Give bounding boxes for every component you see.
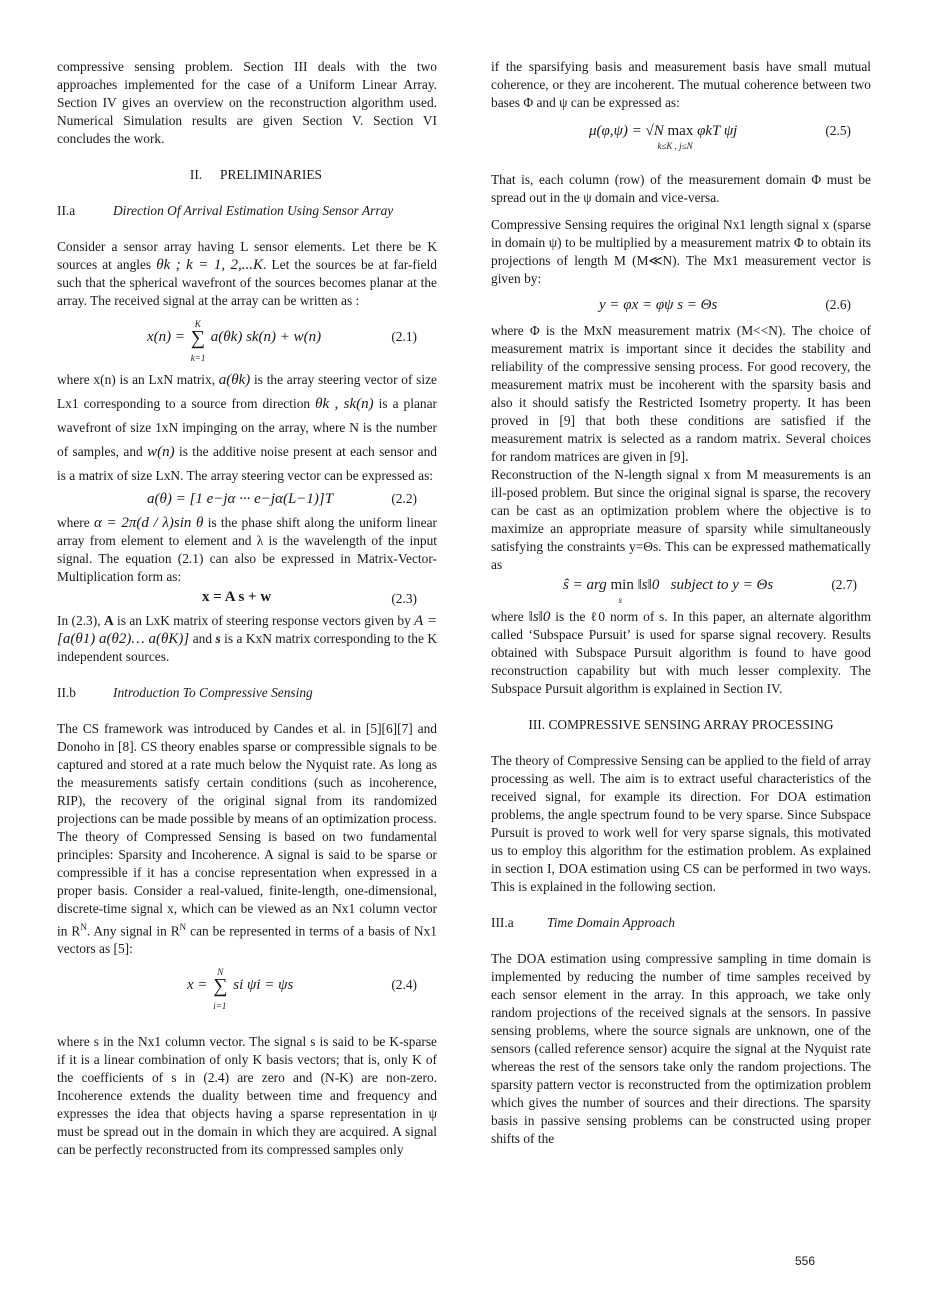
text: where — [57, 515, 90, 530]
equation-number: (2.6) — [825, 297, 851, 312]
eq-lhs: ŝ = arg — [563, 577, 607, 593]
paragraph-where-phi: where Φ is the MxN measurement matrix (M<<N). The choice of measurement matrix is important since it decides the stability and reliability of the compressive sensing process. For good recovery, the measurement matrix must be incoherent with the sparsity basis and also it should satisfy the Restricted Isometry property. It has been proved in [9] that both these conditions are satisfied if the measurement matrix is selected as a random matrix. Several choices for random matrices are given in [9]. — [491, 323, 871, 464]
superscript: N — [179, 922, 187, 932]
paragraph-alpha — [57, 514, 437, 586]
inline-math: α = 2π(d / λ)sin θ — [94, 515, 204, 531]
op-lower: s — [618, 595, 623, 605]
text: can be represented in terms of a basis of Nx1 vectors as [5]: — [57, 923, 437, 957]
max-operator — [657, 122, 694, 151]
paragraph-incoherent: if the sparsifying basis and measurement basis have small mutual coherence, or they are incoherent. The mutual coherence between two bases Φ and ψ can be expressed as: — [491, 59, 871, 110]
subsection-heading-cs — [57, 684, 437, 702]
eq-rhs: a(θk) sk(n) + w(n) — [210, 329, 322, 345]
section-heading-cs-array: III. COMPRESSIVE SENSING ARRAY PROCESSING — [528, 717, 834, 732]
equation-number: (2.7) — [831, 577, 857, 592]
bold-symbol: s — [215, 631, 221, 646]
paragraph-where-steering — [57, 368, 437, 488]
inline-math: θk , sk(n) — [315, 396, 374, 412]
paragraph-in-2-3 — [57, 612, 437, 666]
op: max — [667, 123, 694, 139]
text: is a KxN matrix corresponding to the K independent sources. — [57, 631, 438, 664]
eq-lhs: x = — [187, 977, 208, 994]
equation-number: (2.3) — [391, 591, 417, 606]
equation-number: (2.2) — [391, 491, 417, 506]
equation-2-4 — [57, 960, 437, 1022]
text: is an LxK matrix of steering response vectors given by — [117, 613, 411, 628]
text: is the phase shift along the uniform linear array from element to element and λ is the wavelength of the input signal. The equation (2.1) can also be expressed in Matrix-Vector-Multiplication form as: — [57, 515, 437, 584]
paragraph-cs-theory — [57, 828, 437, 958]
right-column — [491, 58, 871, 1148]
bold-symbol: A — [103, 613, 114, 628]
paragraph-doa-time: The DOA estimation using compressive sampling in time domain is implemented by reducing the number of time samples received by each sensor element in the array. In this approach, we take only random projections of the received signals at the sensors. In passive sensing problems, where the source signals are unknown, one of the sensors (called reference sensor) acquire the signal at the Nyquist rate whereas the rest of the sensors take only the random projections. The sparsity pattern vector is reconstructed from the optimization problem which gives the number of sources and their directions. The sparsity basis in passive sensing problems can be constructed using proper shifts of the — [491, 951, 871, 1146]
subsection-heading-doa — [57, 202, 437, 220]
eq-body: x = A s + w — [202, 589, 272, 605]
subsection-title: Time Domain Approach — [547, 915, 675, 930]
text: is the ℓ0 norm of s. In this paper, an alternate algorithm called ‘Subspace Pursuit’ is used for sparse signal recovery. Results obtained with Subspace Pursuit algorithm is found to have good reconstruction capability but with much lesser complexity. The Subspace Pursuit algorithm is explained in Section IV. — [491, 609, 871, 696]
superscript: N — [80, 922, 87, 932]
eq-norm: ‖s‖0 — [637, 577, 660, 593]
intro-tail-paragraph: compressive sensing problem. Section III deals with the two approaches implemented for the case of a Uniform Linear Array. Section IV gives an overview on the reconstruction algorithm used. Numerical Simulation results are given Section V. Section VI concludes the work. — [57, 59, 437, 146]
subsection-number: II.a — [57, 203, 76, 218]
text: The theory of Compressed Sensing is based on two fundamental principles: Sparsity and Incoherence. A signal is said to be sparse or compressible if it has a concise representation when expressed in a proper basis. Consider a real-valued, finite-length, one-dimensional, discrete-time signal x, which can be viewed as an Nx1 column vector in R — [57, 829, 437, 939]
paragraph-reconstruction: Reconstruction of the N-length signal x from M measurements is an ill-posed problem. But since the original signal is sparse, the recovery can be cast as an optimization problem where the objective is to maximize an appropriate measure of sparsity while simultaneously satisfying the constraints y=Θs. This can be expressed mathematically as — [491, 467, 871, 572]
eq-body: y = φx = φψ s = Θs — [599, 297, 718, 313]
equation-2-1 — [57, 312, 437, 366]
text: is the array steering vector of size Lx1 corresponding to a source from direction — [57, 372, 437, 411]
subsection-number: III.a — [491, 915, 514, 930]
text: In (2.3), — [57, 613, 101, 628]
subsection-heading-time-domain — [491, 914, 871, 932]
inline-math: A = [a(θ1) a(θ2)… a(θK)] — [57, 613, 437, 647]
paragraph-cs-requires: Compressive Sensing requires the original Nx1 length signal x (sparse in domain ψ) to be multiplied by a measurement matrix Φ to obtain its projections of length M (M≪N). The Mx1 measurement vector is given by: — [491, 217, 871, 286]
subsection-number: II.b — [57, 685, 76, 700]
text: is the additive noise present at each sensor and is a matrix of size LxN. The array steering vector can be expressed as: — [57, 444, 437, 483]
eq-condition: subject to y = Θs — [670, 577, 774, 593]
page-number: 556 — [795, 1254, 816, 1268]
equation-number: (2.1) — [391, 329, 417, 344]
op-lower: k≤K , j≤N — [657, 141, 693, 151]
inline-math: ‖s‖0 — [528, 609, 551, 625]
equation-2-5 — [491, 114, 871, 160]
sum-lower: k=1 — [190, 353, 206, 363]
paragraph-consider — [57, 238, 437, 310]
text: where x(n) is an LxN matrix, — [57, 372, 216, 387]
subsection-title: Introduction To Compressive Sensing — [113, 685, 313, 700]
text: where — [491, 609, 524, 624]
paragraph-that-is: That is, each column (row) of the measurement domain Φ must be spread out in the ψ domain and vice-versa. — [491, 172, 871, 205]
equation-number: (2.4) — [391, 977, 417, 993]
eq-lhs: μ(φ,ψ) = √N — [589, 123, 664, 139]
equation-2-2 — [57, 490, 437, 512]
subsection-title: Direction Of Arrival Estimation Using Sensor Array — [113, 203, 394, 218]
eq-lhs: x(n) = — [147, 329, 186, 345]
equation-2-7 — [491, 576, 871, 606]
left-column — [57, 58, 437, 1159]
sum-symbol: ∑ N i=1 — [213, 977, 227, 995]
sum-upper: N — [217, 967, 224, 978]
min-operator — [610, 576, 634, 605]
inline-math: w(n) — [147, 444, 175, 460]
eq-body: a(θ) = [1 e−jα ··· e−jα(L−1)]T — [147, 491, 334, 507]
section-number: II. — [189, 167, 203, 182]
paragraph-l0-norm — [491, 608, 871, 698]
text: is a planar wavefront of size 1xN impinging on the array, where N is the number of samples, and — [57, 396, 437, 459]
section-title: PRELIMINARIES — [220, 167, 322, 182]
text: . Any signal in R — [86, 923, 180, 939]
equation-2-3 — [57, 588, 437, 610]
sum-symbol: ∑ K k=1 — [191, 329, 205, 347]
text: . Let the sources be at far-field such that the spherical wavefront of the sources becomes planar at the array. The received signal at the array can be written as : — [57, 257, 437, 308]
paragraph-k-sparse: where s in the Nx1 column vector. The signal s is said to be K-sparse if it is a linear combination of only K basis vectors; that is, only K of the coefficients of s in (2.4) are zero and (N-K) are non-zero. Incoherence extends the duality between time and frequency and expresses the idea that objects having a sparse representation in ψ must be spread out in the domain in which they are acquired. A signal can be perfectly reconstructed from its compressed samples only — [57, 1034, 437, 1158]
eq-rhs: si ψi = ψs — [233, 977, 294, 994]
sum-upper: K — [194, 319, 201, 329]
text: Consider a sensor array having L sensor elements. Let there be K sources at angles — [57, 239, 437, 272]
equation-number: (2.5) — [825, 123, 851, 138]
op: min — [610, 577, 634, 593]
equation-2-6 — [491, 290, 871, 320]
inline-math: a(θk) — [218, 372, 251, 388]
section-heading-preliminaries — [57, 166, 437, 184]
sum-lower: i=1 — [213, 1001, 227, 1012]
paragraph-cs-framework: The CS framework was introduced by Candes et al. in [5][6][7] and Donoho in [8]. CS theory enables sparse or compressible signals to be captured and stored at a rate much below the Nyquist rate. As long as the measurements satisfy certain conditions (such as incoherence, RIP), the recovery of the original signal from its randomized projections can be made possible by means of an optimization process. — [57, 721, 437, 826]
eq-rhs: φkT ψj — [697, 123, 738, 139]
paragraph-theory-applied: The theory of Compressive Sensing can be applied to the field of array processing as well. The aim is to extract useful characteristics of the received signal, for example its direction. For DOA estimation problems, the angle spectrum found to be very sparse. Since Subspace Pursuit is proved to work well for very sparse signals, this motivated us to employ this algorithm for the estimation problem. As explained in section I, DOA estimation using CS can be performed in two ways. This is explained in the following section. — [491, 753, 871, 894]
inline-math-angles: θk ; k = 1, 2,...K — [156, 257, 264, 273]
text: and — [192, 631, 213, 646]
